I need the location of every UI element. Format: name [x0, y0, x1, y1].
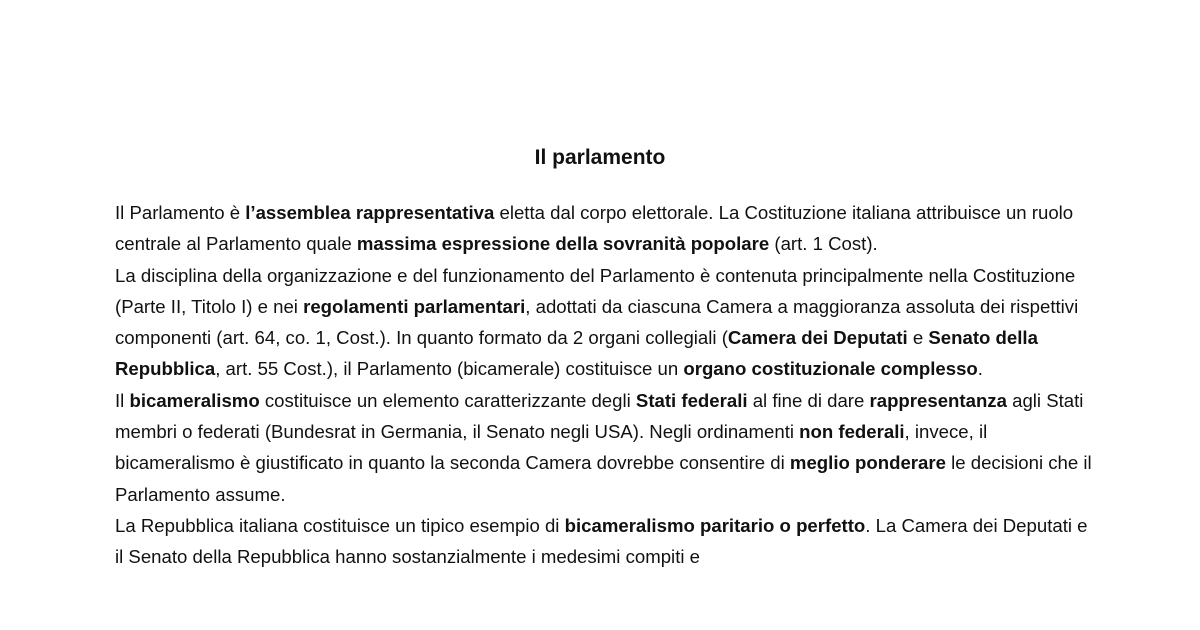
paragraph: [115, 260, 1095, 385]
bold-text: bicameralismo: [129, 389, 260, 411]
bold-text: l’assemblea rappresentativa: [245, 202, 495, 223]
text-run: le decisioni che il Parlamento assume.: [115, 452, 1092, 505]
text-run: agli Stati membri o federati (Bundesrat in Germania, il Senato negli USA). Negli ordinamenti: [115, 389, 1084, 443]
bold-text: non federali: [799, 421, 905, 443]
text-run: (art. 1 Cost).: [769, 233, 878, 255]
paragraph: [115, 510, 1095, 573]
bold-text: rappresentanza: [869, 389, 1007, 411]
document-body: [115, 197, 1095, 573]
text-run: La disciplina della organizzazione e del funzionamento del Parlamento è contenuta principalmente nella Costituzione (Parte II, Titolo I) e nei: [115, 264, 1076, 317]
text-run: eletta dal corpo elettorale. La Costituzione italiana attribuisce un ruolo centrale al Parlamento quale: [115, 202, 1074, 255]
paragraph: [115, 197, 1095, 260]
text-run: . La Camera dei Deputati e il Senato della Repubblica hanno sostanzialmente i medesimi compiti e: [115, 514, 1088, 568]
text-run: Il Parlamento è: [115, 202, 246, 223]
text-run: , art. 55 Cost.), il Parlamento (bicamerale) costituisce un: [215, 358, 684, 380]
page-title: Il parlamento: [534, 146, 666, 169]
paragraph: [115, 385, 1095, 510]
text-run: , adottati da ciascuna Camera a maggioranza assoluta dei rispettivi componenti (art. 64, co. 1, Cost.). In quanto formato da 2 organi collegiali (: [115, 295, 1079, 349]
text-run: , invece, il bicameralismo è giustificato in quanto la seconda Camera dovrebbe consentire di: [115, 421, 988, 474]
text-run: Il: [115, 389, 130, 411]
text-run: La Repubblica italiana costituisce un tipico esempio di: [115, 514, 565, 536]
bold-text: massima espressione della sovranità popolare: [356, 233, 770, 255]
text-run: .: [977, 358, 983, 380]
text-run: e: [907, 327, 929, 349]
text-run: costituisce un elemento caratterizzante degli: [259, 389, 636, 411]
bold-text: Stati federali: [635, 389, 748, 411]
bold-text: regolamenti parlamentari: [303, 295, 526, 317]
text-run: al fine di dare: [747, 389, 870, 411]
bold-text: organo costituzionale complesso: [683, 358, 978, 380]
bold-text: Senato della Repubblica: [115, 327, 1038, 380]
bold-text: bicameralismo paritario o perfetto: [564, 514, 866, 536]
bold-text: Camera dei Deputati: [727, 327, 908, 349]
bold-text: meglio ponderare: [789, 452, 946, 474]
